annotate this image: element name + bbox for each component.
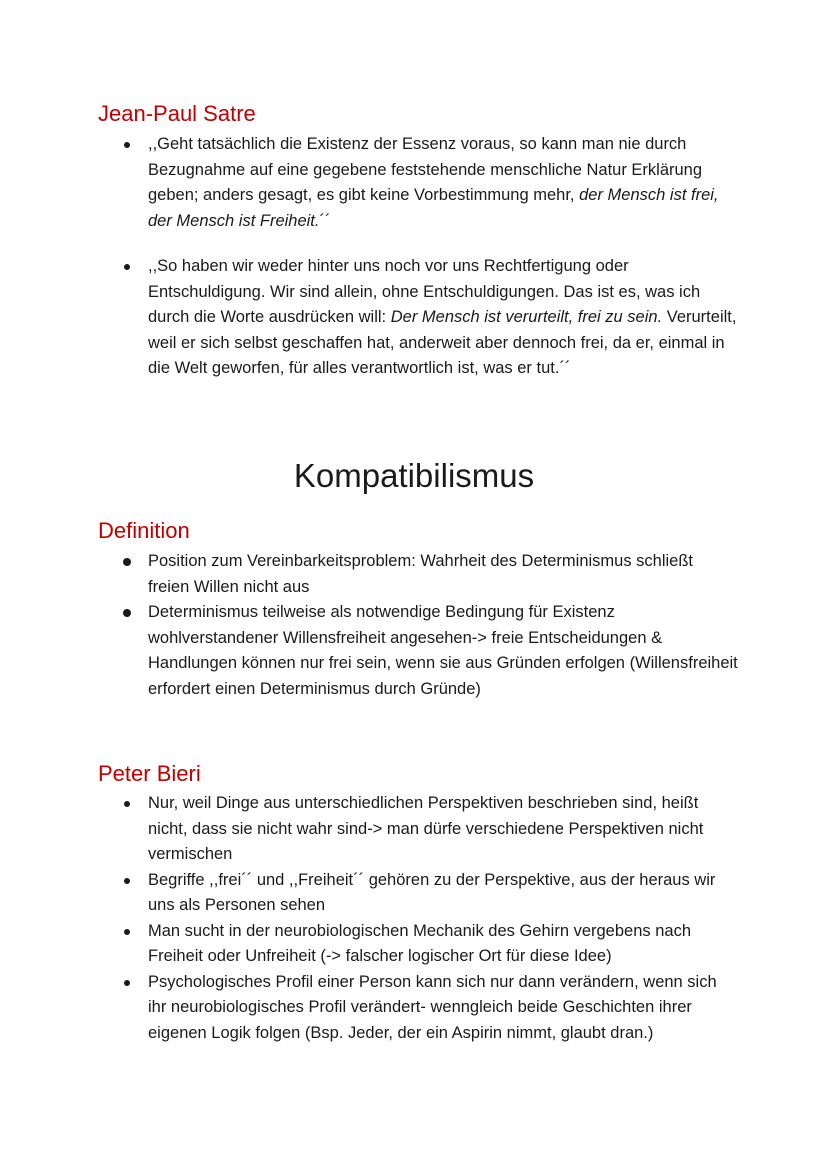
list-item	[0, 970, 828, 1047]
quote-closing: ´´	[319, 211, 331, 230]
list-item-text: Man sucht in der neurobiologischen Mechanik des Gehirn vergebens nach Freiheit oder Unfreiheit (-> falscher logischer Ort für diese Idee)	[148, 921, 691, 965]
bullet-icon	[124, 801, 130, 807]
list-item	[0, 600, 828, 702]
bullet-icon	[123, 558, 131, 566]
quote-text: ,,So haben wir weder hinter uns noch vor uns Rechtfertigung oder Entschuldigung. Wir sind allein, ohne Entschuldigungen. Das ist es, was ich durch die Worte ausdrücken will:	[148, 257, 701, 326]
list-item-text: Position zum Vereinbarkeitsproblem: Wahrheit des Determinismus schließt freien Willen nicht aus	[148, 552, 694, 596]
list-item	[0, 254, 828, 382]
page-title: Kompatibilismus	[293, 457, 535, 494]
bullet-icon	[124, 929, 130, 935]
quote-text: ,,Geht tatsächlich die Existenz der Essenz voraus, so kann man nie durch Bezugnahme auf eine gegebene feststehende menschliche Natur Erklärung geben; anders gesagt, es gibt keine Vorbestimmung mehr,	[148, 135, 703, 204]
list-item	[0, 132, 828, 234]
definition-heading: Definition	[98, 518, 190, 543]
list-item-text: Begriffe ,,frei´´ und ,,Freiheit´´ gehören zu der Perspektive, aus der heraus wir uns als Personen sehen	[148, 870, 716, 914]
quote-emphasis: Der Mensch ist verurteilt, frei zu sein.	[390, 308, 663, 326]
bullet-icon	[124, 264, 130, 270]
bieri-heading: Peter Bieri	[98, 761, 201, 786]
list-item-text: Nur, weil Dinge aus unterschiedlichen Perspektiven beschrieben sind, heißt nicht, dass sie nicht wahr sind-> man dürfe verschiedene Perspektiven nicht vermischen	[148, 794, 704, 863]
quote-emphasis: der Mensch ist frei, der Mensch ist Freiheit.	[148, 186, 719, 230]
list-item	[0, 868, 828, 919]
bullet-icon	[124, 142, 130, 148]
sartre-heading: Jean-Paul Satre	[98, 101, 256, 126]
quote-text-end: Verurteilt, weil er sich selbst geschaffen hat, anderweit aber dennoch frei, da er, einmal in die Welt geworfen, für alles verantwortlich ist, was er tut.´´	[148, 308, 737, 377]
list-item	[0, 791, 828, 868]
bullet-icon	[124, 878, 130, 884]
bieri-list	[0, 791, 828, 1046]
list-item	[0, 919, 828, 970]
bullet-icon	[124, 980, 130, 986]
list-item	[0, 549, 828, 600]
definition-list	[0, 549, 828, 702]
list-item-text: Psychologisches Profil einer Person kann sich nur dann verändern, wenn sich ihr neurobiologisches Profil verändert- wenngleich beide Geschichten ihrer eigenen Logik folgen (Bsp. Jeder, der ein Aspirin nimmt, glaubt dran.)	[148, 972, 717, 1042]
list-item-text: Determinismus teilweise als notwendige Bedingung für Existenz wohlverstandener Willensfreiheit angesehen-> freie Entscheidungen & Handlungen können nur frei sein, wenn sie aus Gründen erfolgen (Willensfreiheit erfordert einen Determinismus durch Gründe)	[148, 603, 738, 698]
sartre-quote-list	[0, 132, 828, 382]
bullet-icon	[123, 609, 131, 617]
